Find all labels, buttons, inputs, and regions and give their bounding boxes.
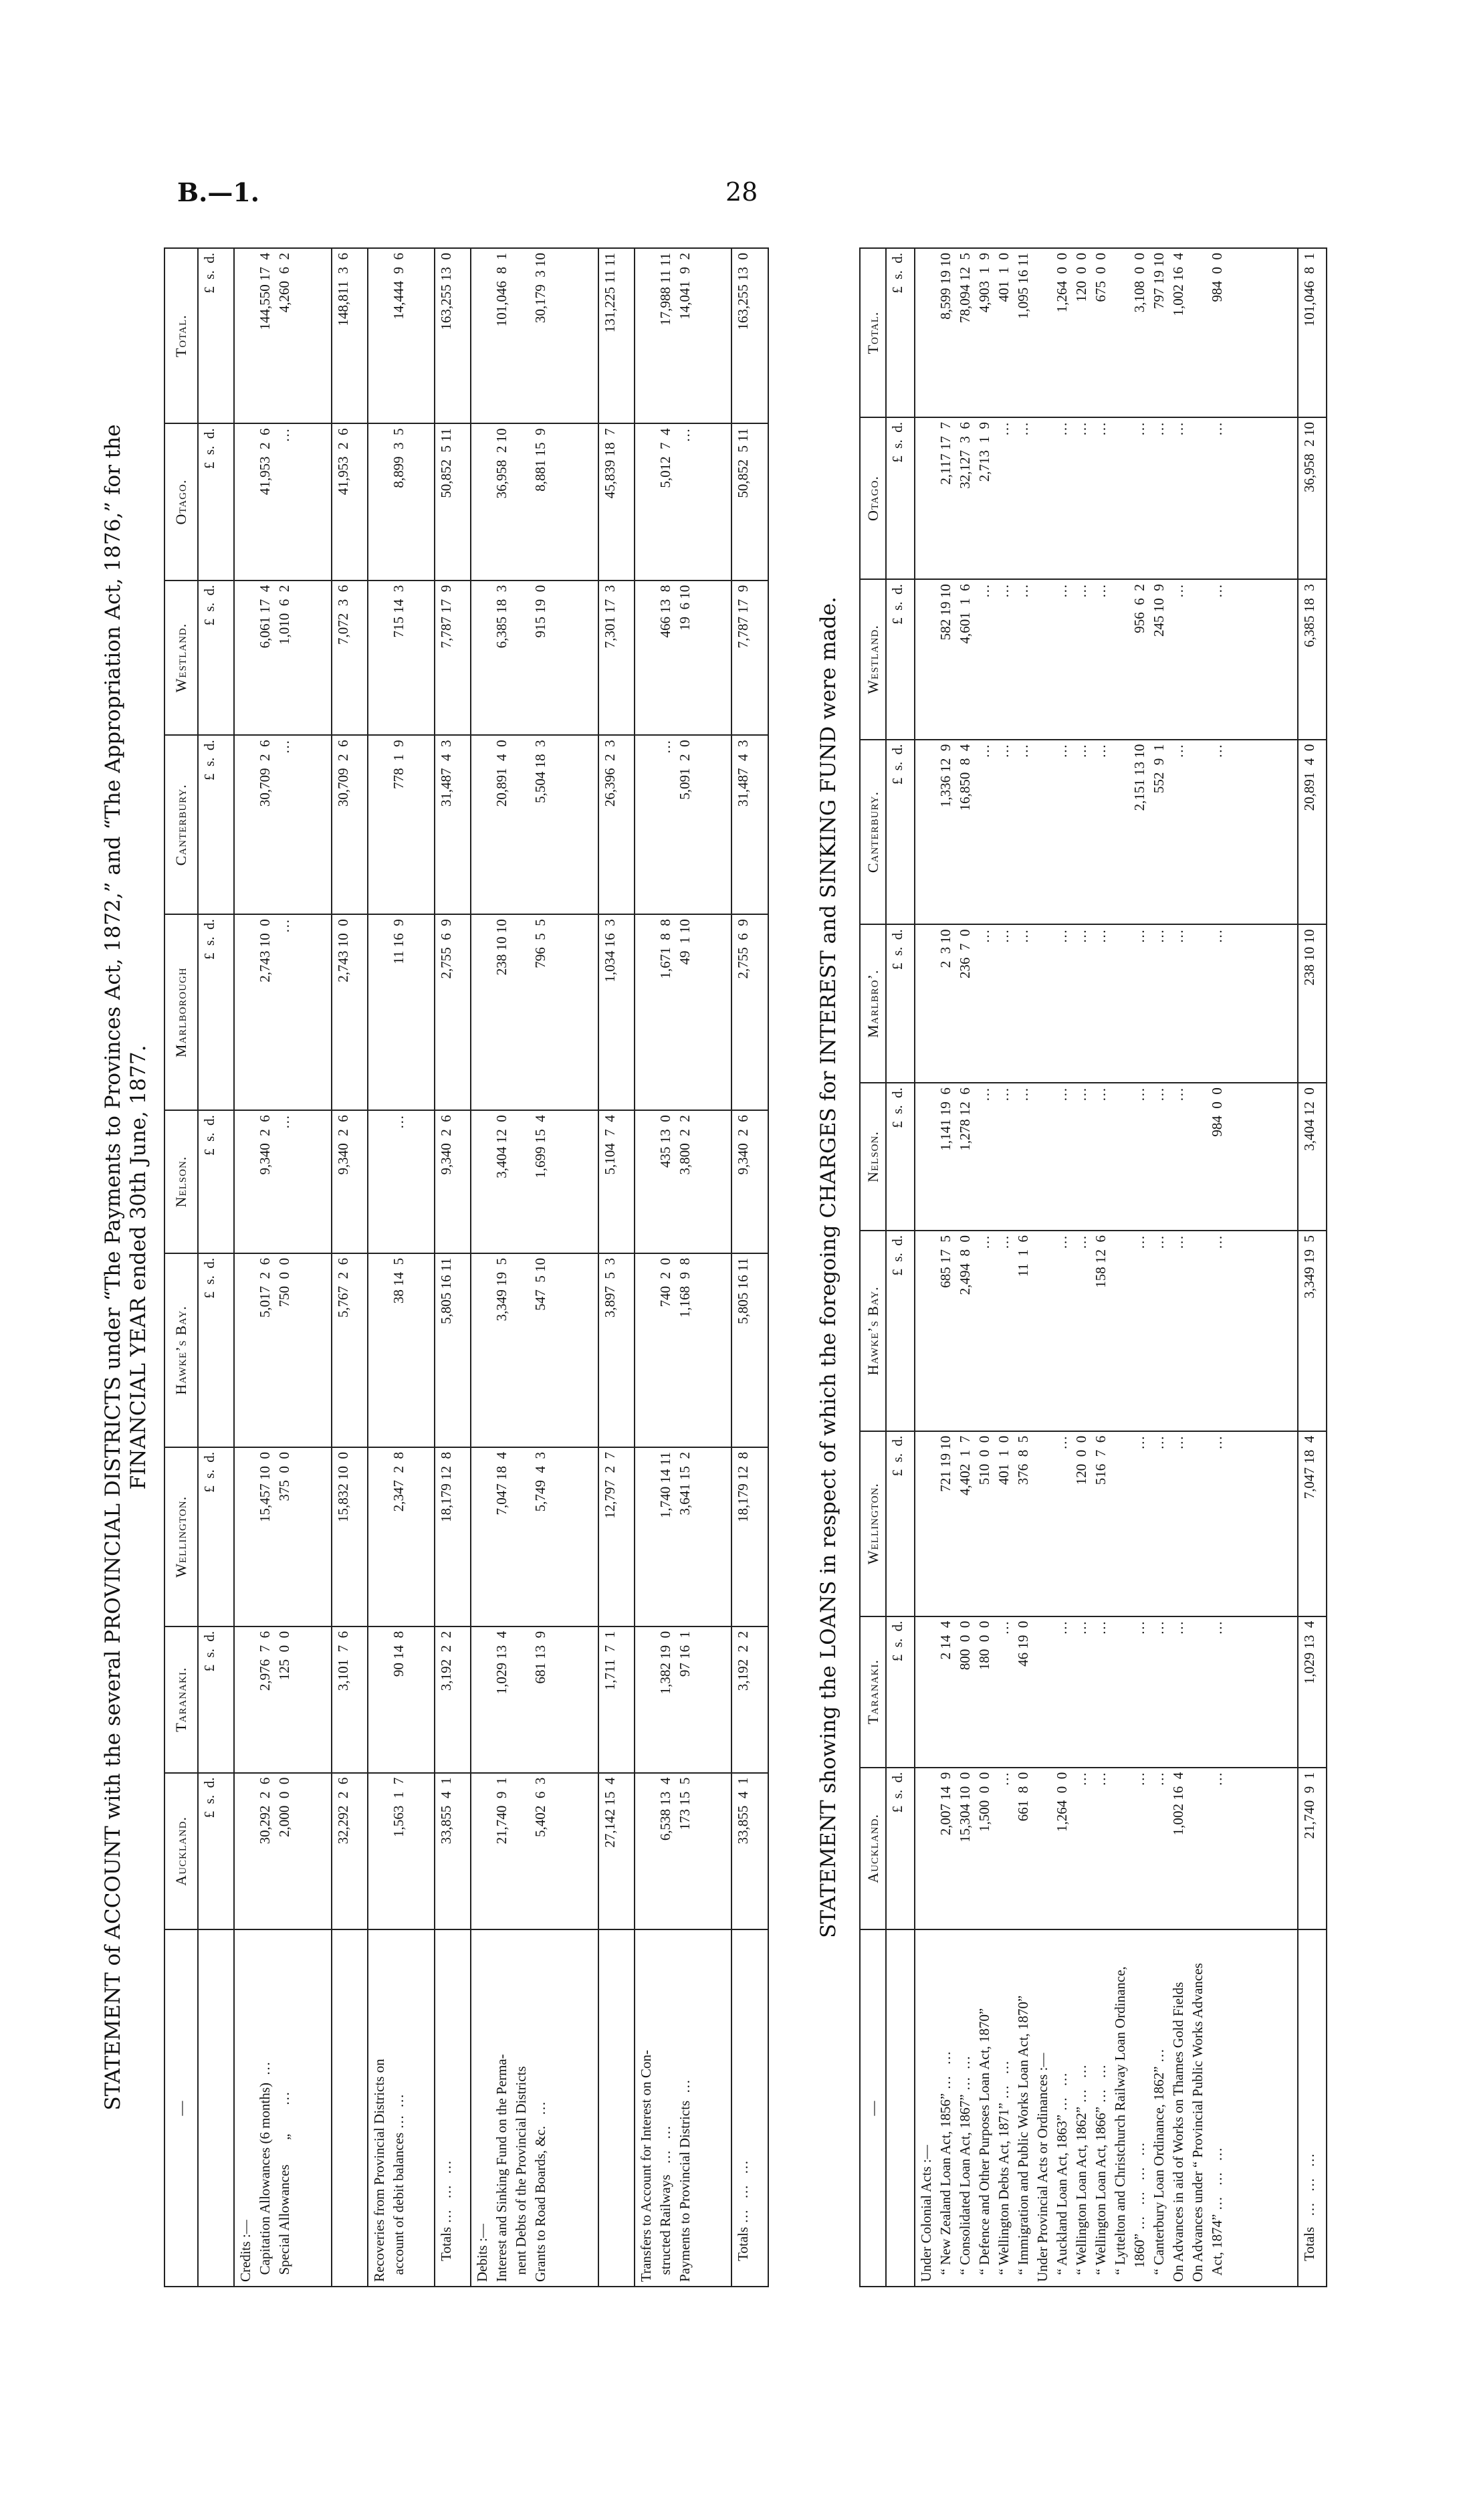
statement1-value-cell: 18,179 12 8 <box>435 1447 471 1626</box>
statement1-col-header: Hawke’s Bay. <box>164 1253 198 1447</box>
statement2-col-header: Hawke’s Bay. <box>860 1231 886 1431</box>
statement1-value-cell: 15,832 10 0 <box>332 1447 368 1626</box>
statement1-value-cell: 6,385 18 3 915 19 0 <box>471 581 598 736</box>
statement2-unit-row <box>886 248 915 2287</box>
statement1-value-cell: 7,301 17 3 <box>598 581 635 736</box>
statement2-unit-cell: £ s. d. <box>886 1431 915 1616</box>
statement1-value-cell: 31,487 4 3 <box>435 735 471 914</box>
statement2-title: STATEMENT showing the LOANS in respect of which the foregoing CHARGES for INTEREST and SINKING FUND were made. <box>816 597 840 1938</box>
statement1-col-header: Westland. <box>164 581 198 736</box>
statement2-col-header: Canterbury. <box>860 740 886 925</box>
statement2-col-header: Auckland. <box>860 1768 886 1929</box>
statement2-value-cell: 2,117 17 7 32,127 3 6 2,713 1 9 … … … … … … … … … <box>915 417 1298 579</box>
statement2-value-cell: 3,404 12 0 <box>1298 1083 1327 1231</box>
statement2-value-cell: 2,007 14 9 15,304 10 0 1,500 0 0 … 661 8 0 1,264 0 0 … … … … 1,002 16 4 … <box>915 1768 1298 1929</box>
statement1-col-header: Marlborough <box>164 914 198 1110</box>
statement1-unit-cell: £ s. d. <box>198 914 235 1110</box>
statement2-row <box>1298 248 1327 2287</box>
statement1-row <box>332 248 368 2287</box>
page-number: 28 <box>725 177 758 207</box>
statement1-col-header: Taranaki. <box>164 1626 198 1773</box>
statement2-unit-cell: £ s. d. <box>886 1768 915 1929</box>
statement1-row-label <box>332 1929 368 2287</box>
statement2-header-row <box>860 248 886 2287</box>
statement2-value-cell: 2 3 10 236 7 0 … … … … … … … … … … <box>915 924 1298 1083</box>
statement1-unit-cell <box>198 1929 235 2287</box>
statement1-value-cell: 7,787 17 9 <box>435 581 471 736</box>
statement1-col-header: Canterbury. <box>164 735 198 914</box>
statement1-value-cell: 7,047 18 4 5,749 4 3 <box>471 1447 598 1626</box>
statement1-value-cell: 3,897 5 3 <box>598 1253 635 1447</box>
statement1-col-header: Wellington. <box>164 1447 198 1626</box>
statement1-row <box>598 248 635 2287</box>
statement2-value-cell: 20,891 4 0 <box>1298 740 1327 925</box>
statement1-value-cell: 20,891 4 0 5,504 18 3 <box>471 735 598 914</box>
statement1-value-cell: 131,225 11 11 <box>598 248 635 423</box>
statement2-value-cell: 238 10 10 <box>1298 924 1327 1083</box>
statement1-value-cell: 3,192 2 2 <box>435 1626 471 1773</box>
statement2-unit-cell: £ s. d. <box>886 579 915 739</box>
statement1-header-row <box>164 248 198 2287</box>
statement1-value-cell: 2,743 10 0 … <box>234 914 331 1110</box>
statement1-value-cell: 2,743 10 0 <box>332 914 368 1110</box>
statement1-value-cell: 6,538 13 4 173 15 5 <box>635 1773 731 1929</box>
statement1-value-cell: 8,899 3 5 <box>368 423 435 580</box>
statement1-value-cell: 14,444 9 6 <box>368 248 435 423</box>
statement2-value-cell: 1,029 13 4 <box>1298 1616 1327 1768</box>
statement2-col-header: Marlbro’. <box>860 924 886 1083</box>
statement1-row-label: Totals … … … <box>731 1929 768 2287</box>
statement1-value-cell: 33,855 4 1 <box>435 1773 471 1929</box>
statement2-unit-cell: £ s. d. <box>886 1616 915 1768</box>
statement1-value-cell: 715 14 3 <box>368 581 435 736</box>
statement1-value-cell: 778 1 9 <box>368 735 435 914</box>
statement1-title-line2: FINANCIAL YEAR ended 30th June, 1877. <box>126 1045 150 1490</box>
statement1-value-cell: 21,740 9 1 5,402 6 3 <box>471 1773 598 1929</box>
statement2-value-cell: 21,740 9 1 <box>1298 1768 1327 1929</box>
statement1-unit-cell: £ s. d. <box>198 1110 235 1253</box>
statement1-value-cell: 26,396 2 3 <box>598 735 635 914</box>
statement2-value-cell: 1,141 19 6 1,278 12 6 … … … … … … … … … 984 0 0 <box>915 1083 1298 1231</box>
statement1-row-label: Recoveries from Provincial Districts on account of debit balances … … <box>368 1929 435 2287</box>
statement2-col-header: — <box>860 1929 886 2287</box>
statement2-value-cell: 685 17 5 2,494 8 0 … … 11 1 6 … … 158 12 6 … … … … <box>915 1231 1298 1431</box>
statement1-value-cell: 15,457 10 0 375 0 0 <box>234 1447 331 1626</box>
statement1-value-cell: 30,709 2 6 <box>332 735 368 914</box>
statement1-row-label: Debits :— Interest and Sinking Fund on the Perma- nent Debts of the Provincial Districts Grants to Road Boards, &c. … <box>471 1929 598 2287</box>
statement1-value-cell: 12,797 2 7 <box>598 1447 635 1626</box>
statement2-unit-cell: £ s. d. <box>886 248 915 417</box>
statement1-value-cell: 435 13 0 3,800 2 2 <box>635 1110 731 1253</box>
statement1-title-line1: STATEMENT of ACCOUNT with the several PROVINCIAL DISTRICTS under “The Payments to Provinces Act, 1872,” and “The Appropriation Act, 1876,” for the <box>101 424 125 2111</box>
statement1-unit-cell: £ s. d. <box>198 1626 235 1773</box>
statement2-col-header: Taranaki. <box>860 1616 886 1768</box>
statement2-unit-cell <box>886 1929 915 2287</box>
statement1-row <box>368 248 435 2287</box>
statement1-col-header: — <box>164 1929 198 2287</box>
statement2-value-cell: 7,047 18 4 <box>1298 1431 1327 1616</box>
statement2-col-header: Nelson. <box>860 1083 886 1231</box>
statement2-value-cell: 101,046 8 1 <box>1298 248 1327 417</box>
statement1-value-cell: 163,255 13 0 <box>435 248 471 423</box>
statement1-title <box>100 247 151 2287</box>
statement1-value-cell: 18,179 12 8 <box>731 1447 768 1626</box>
statement1-value-cell: 1,034 16 3 <box>598 914 635 1110</box>
statement2-value-cell: 1,336 12 9 16,850 8 4 … … … … … … 2,151 13 10 552 9 1 … … <box>915 740 1298 925</box>
statement1-value-cell: 5,805 16 11 <box>731 1253 768 1447</box>
statement1-value-cell: 9,340 2 6 <box>332 1110 368 1253</box>
statement1-value-cell: … <box>368 1110 435 1253</box>
statement2-row-label: Under Colonial Acts :— “ New Zealand Loan Act, 1856” … … “ Consolidated Loan Act, 1867” … … “ Defence and Other Purposes Loan Act, 1870” “ Wellington Debts Act, 1871” … … “ Immigration and Public Works Loan Act, 1870” Under Provincial Acts or Ordinances :— “ Auckland Loan Act, 1863” … … “ Wellington Loan Act, 1862” … … “ Wellington Loan Act, 1866” … … “ Lyttelton and Christchurch Railway Loan Ordinance, 1860” … … … … “ Canterbury Loan Ordinance, 1862” … On Advances in aid of Works on Thames Gold Fields On Advances under “ Provincial Public Works Advances Act, 1874” … … … <box>915 1929 1298 2287</box>
statement1-value-cell: 36,958 2 10 8,881 15 9 <box>471 423 598 580</box>
statement1-col-header: Otago. <box>164 423 198 580</box>
statement2-col-header: Otago. <box>860 417 886 579</box>
statement1-value-cell: 2,347 2 8 <box>368 1447 435 1626</box>
statement1-unit-cell: £ s. d. <box>198 423 235 580</box>
statement2-col-header: Total. <box>860 248 886 417</box>
statement1-value-cell: 3,101 7 6 <box>332 1626 368 1773</box>
statement1-value-cell: 17,988 11 11 14,041 9 2 <box>635 248 731 423</box>
statement1-value-cell: 41,953 2 6 <box>332 423 368 580</box>
statement2-col-header: Wellington. <box>860 1431 886 1616</box>
statement1-row <box>471 248 598 2287</box>
statement1-value-cell: 6,061 17 4 1,010 6 2 <box>234 581 331 736</box>
statement1-value-cell: 1,382 19 0 97 16 1 <box>635 1626 731 1773</box>
statement1-value-cell: 30,292 2 6 2,000 0 0 <box>234 1773 331 1929</box>
statement1-value-cell: 33,855 4 1 <box>731 1773 768 1929</box>
statement1-unit-cell: £ s. d. <box>198 581 235 736</box>
statement1-value-cell: 5,017 2 6 750 0 0 <box>234 1253 331 1447</box>
statement2-table <box>859 247 1327 2287</box>
statement1-value-cell: … 5,091 2 0 <box>635 735 731 914</box>
statement1-value-cell: 2,755 6 9 <box>731 914 768 1110</box>
statement2-value-cell: 582 19 10 4,601 1 6 … … … … … … 956 6 2 245 10 9 … … <box>915 579 1298 739</box>
statement1-value-cell: 3,349 19 5 547 5 10 <box>471 1253 598 1447</box>
statement1-value-cell: 41,953 2 6 … <box>234 423 331 580</box>
statement1-value-cell: 9,340 2 6 <box>435 1110 471 1253</box>
statement1-value-cell: 1,563 1 7 <box>368 1773 435 1929</box>
statement1-value-cell: 1,740 14 11 3,641 15 2 <box>635 1447 731 1626</box>
statement2-row <box>915 248 1298 2287</box>
statement1-value-cell: 163,255 13 0 <box>731 248 768 423</box>
statement2-value-cell: 6,385 18 3 <box>1298 579 1327 739</box>
statement1-row-label: Totals … … … <box>435 1929 471 2287</box>
statement1-value-cell: 1,671 8 8 49 1 10 <box>635 914 731 1110</box>
statement1-value-cell: 90 14 8 <box>368 1626 435 1773</box>
statement1-unit-cell: £ s. d. <box>198 1773 235 1929</box>
statement2-unit-cell: £ s. d. <box>886 740 915 925</box>
statement1-col-header: Total. <box>164 248 198 423</box>
statement2-value-cell: 2 14 4 800 0 0 180 0 0 … 46 19 0 … … … … … … … <box>915 1616 1298 1768</box>
statement1-row-label: Transfers to Account for Interest on Con- structed Railways … … Payments to Provincial Districts … <box>635 1929 731 2287</box>
statement1-unit-cell: £ s. d. <box>198 735 235 914</box>
statement2-unit-cell: £ s. d. <box>886 1083 915 1231</box>
statement2-table-wrapper <box>859 247 1327 2287</box>
statement1-row <box>635 248 731 2287</box>
statement2-unit-cell: £ s. d. <box>886 417 915 579</box>
statement1-col-header: Nelson. <box>164 1110 198 1253</box>
statement1-value-cell: 148,811 3 6 <box>332 248 368 423</box>
statement2-row-label: Totals … … … <box>1298 1929 1327 2287</box>
statement1-unit-row <box>198 248 235 2287</box>
statement2-value-cell: 721 19 10 4,402 1 7 510 0 0 401 1 0 376 8 5 … 120 0 0 516 7 6 … … … … <box>915 1431 1298 1616</box>
page-reference: B.—1. <box>177 177 260 207</box>
statement2-value-cell: 36,958 2 10 <box>1298 417 1327 579</box>
statement1-value-cell: 5,805 16 11 <box>435 1253 471 1447</box>
statement1-value-cell: 144,550 17 4 4,260 6 2 <box>234 248 331 423</box>
statement1-unit-cell: £ s. d. <box>198 248 235 423</box>
statement1-value-cell: 7,072 3 6 <box>332 581 368 736</box>
statement1-value-cell: 5,012 7 4 … <box>635 423 731 580</box>
statement1-value-cell: 45,839 18 7 <box>598 423 635 580</box>
statement1-value-cell: 3,192 2 2 <box>731 1626 768 1773</box>
statement1-col-header: Auckland. <box>164 1773 198 1929</box>
statement1-value-cell: 27,142 15 4 <box>598 1773 635 1929</box>
statement1-value-cell: 740 2 0 1,168 9 8 <box>635 1253 731 1447</box>
statement1-value-cell: 2,976 7 6 125 0 0 <box>234 1626 331 1773</box>
statement1-value-cell: 31,487 4 3 <box>731 735 768 914</box>
statement1-row <box>234 248 331 2287</box>
statement1-value-cell: 50,852 5 11 <box>435 423 471 580</box>
statement2-unit-cell: £ s. d. <box>886 1231 915 1431</box>
statement1-value-cell: 38 14 5 <box>368 1253 435 1447</box>
statement1-value-cell: 3,404 12 0 1,699 15 4 <box>471 1110 598 1253</box>
statement1-value-cell: 2,755 6 9 <box>435 914 471 1110</box>
statement1-value-cell: 50,852 5 11 <box>731 423 768 580</box>
statement1-value-cell: 9,340 2 6 … <box>234 1110 331 1253</box>
statement1-value-cell: 1,711 7 1 <box>598 1626 635 1773</box>
statement1-value-cell: 7,787 17 9 <box>731 581 768 736</box>
statement1-value-cell: 30,709 2 6 … <box>234 735 331 914</box>
statement1-value-cell: 5,104 7 4 <box>598 1110 635 1253</box>
statement1-row <box>731 248 768 2287</box>
statement1-value-cell: 238 10 10 796 5 5 <box>471 914 598 1110</box>
statement2-value-cell: 3,349 19 5 <box>1298 1231 1327 1431</box>
statement1-value-cell: 466 13 8 19 6 10 <box>635 581 731 736</box>
statement1-value-cell: 101,046 8 1 30,179 3 10 <box>471 248 598 423</box>
statement2-col-header: Westland. <box>860 579 886 739</box>
statement1-value-cell: 11 16 9 <box>368 914 435 1110</box>
statement1-row-label <box>598 1929 635 2287</box>
statement1-unit-cell: £ s. d. <box>198 1447 235 1626</box>
statement1-value-cell: 32,292 2 6 <box>332 1773 368 1929</box>
statement1-row-label: Credits :— Capitation Allowances (6 months) … Special Allowances „ … <box>234 1929 331 2287</box>
statement2-unit-cell: £ s. d. <box>886 924 915 1083</box>
statement1-value-cell: 9,340 2 6 <box>731 1110 768 1253</box>
statement1-table <box>164 247 769 2287</box>
statement1-row <box>435 248 471 2287</box>
statement1-value-cell: 5,767 2 6 <box>332 1253 368 1447</box>
statement2-value-cell: 8,599 19 10 78,094 12 5 4,903 1 9 401 1 0 1,095 16 11 1,264 0 0 120 0 0 675 0 0 3,108 0 0 797 19 10 1,002 16 4 984 0 0 <box>915 248 1298 417</box>
statement1-unit-cell: £ s. d. <box>198 1253 235 1447</box>
statement1-value-cell: 1,029 13 4 681 13 9 <box>471 1626 598 1773</box>
statement1-table-wrapper <box>164 247 769 2287</box>
